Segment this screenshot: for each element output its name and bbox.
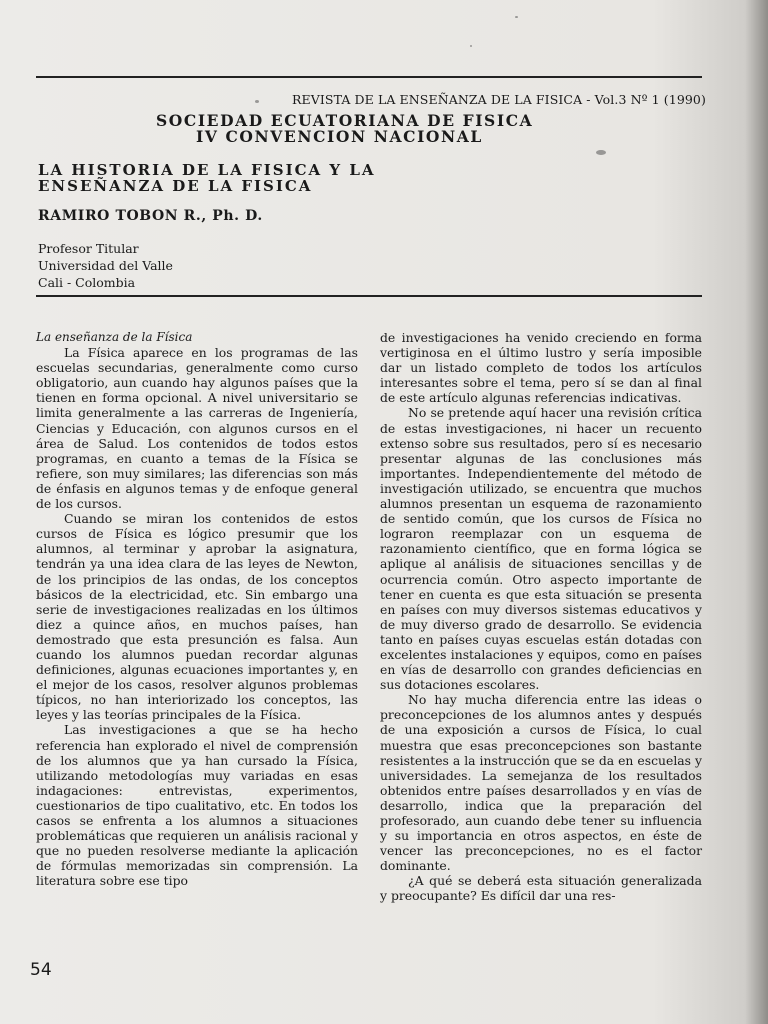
convention-name: IV CONVENCION NACIONAL: [196, 127, 483, 146]
article-title-line-2: ENSEÑANZA DE LA FISICA: [38, 177, 313, 195]
header-rule: [36, 76, 702, 78]
body-paragraph: ¿A qué se deberá esta situación generalizada y preocupante? Es difícil dar una res-: [380, 873, 702, 904]
body-paragraph: Las investigaciones a que se ha hecho referencia han explorado el nivel de comprensión de los alumnos que ya han cursado la Física, utilizando metodologías muy variadas en esas indagaciones: entrevistas, experimentos, cuestionarios de tipo cualitativo, etc. En todos los casos se enfrenta a los alumnos a situaciones problemáticas que requieren un análisis racional y que no pueden resolverse mediante la aplicación de fórmulas memorizadas sin comprensión. La literatura sobre ese tipo: [36, 722, 358, 889]
body-paragraph: No hay mucha diferencia entre las ideas o preconcepciones de los alumnos antes y después de una exposición a cursos de Física, lo cual muestra que esas preconcepciones son bastante resistentes a la instrucción que se da en escuelas y universidades. La semejanza de los resultados obtenidos entre países desarrollados y en vías de desarrollo, indica que la preparación del profesorado, aun cuando debe tener su influencia y su importancia en otros aspectos, en éste de vencer las preconcepciones, no es el factor dominante.: [380, 692, 702, 874]
scan-speck: [470, 45, 472, 47]
scan-speck: [596, 150, 606, 155]
page-number: 54: [30, 960, 52, 980]
body-paragraph: No se pretende aquí hacer una revisión crítica de estas investigaciones, ni hacer un recuento extenso sobre sus resultados, pero sí es necesario presentar algunas de las conclusiones más importantes. Independientemente del método de investigación utilizado, se encuentra que muchos alumnos presentan un esquema de razonamiento de sentido común, que los cursos de Física no lograron reemplazar con un esquema de razonamiento científico, que en forma lógica se aplique al análisis de situaciones sencillas y de ocurrencia común. Otro aspecto importante de tener en cuenta es que esta situación se presenta en países con muy diversos sistemas educativos y de muy diverso grado de desarrollo. Se evidencia tanto en países cuyas escuelas están dotadas con excelentes instalaciones y equipos, como en países en vías de desarrollo con grandes deficiencias en sus dotaciones escolares.: [380, 405, 702, 693]
right-column: [380, 330, 702, 904]
affiliation-line: Cali - Colombia: [38, 275, 136, 290]
article-title-line-1: LA HISTORIA DE LA FISICA Y LA: [38, 161, 376, 179]
scan-speck: [515, 16, 518, 18]
society-name: SOCIEDAD ECUATORIANA DE FISICA: [156, 111, 534, 130]
author-name: RAMIRO TOBON R., Ph. D.: [38, 208, 263, 224]
body-paragraph: Cuando se miran los contenidos de estos cursos de Física es lógico presumir que los alumnos, al terminar y aprobar la asignatura, tendrán ya una idea clara de las leyes de Newton, de los principios de las ondas, de los conceptos básicos de la electricidad, etc. Sin embargo una serie de investigaciones realizadas en los últimos diez a quince años, en muchos países, han demostrado que esta presunción es falsa. Aun cuando los alumnos puedan recordar algunas definiciones, algunas ecuaciones importantes y, en el mejor de los casos, resolver algunos problemas típicos, no han interiorizado los conceptos, las leyes y las teorías principales de la Física.: [36, 511, 358, 723]
scan-speck: [255, 100, 259, 103]
author-affiliation: [38, 240, 173, 291]
left-column: [36, 330, 358, 888]
society-heading: [156, 113, 533, 145]
body-paragraph: de investigaciones ha venido creciendo en forma vertiginosa en el último lustro y sería imposible dar un listado completo de todos los artículos interesantes sobre el tema, pero sí se dan al final de este artículo algunas referencias indicativas.: [380, 330, 702, 406]
affiliation-line: Profesor Titular: [38, 241, 139, 256]
section-heading: La enseñanza de la Física: [36, 330, 193, 344]
journal-citation: REVISTA DE LA ENSEÑANZA DE LA FISICA - Vol.3 Nº 1 (1990): [292, 92, 706, 107]
article-title: [38, 162, 376, 194]
body-paragraph: La Física aparece en los programas de las escuelas secundarias, generalmente como curso obligatorio, aun cuando hay algunos países que la tienen en forma opcional. A nivel universitario se limita generalmente a las carreras de Ingeniería, Ciencias y Educación, con algunos cursos en el área de Salud. Los contenidos de todos estos programas, en cuanto a temas de la Física se refiere, son muy similares; las diferencias son más de énfasis en algunos temas y de enfoque general de los cursos.: [36, 345, 358, 512]
affiliation-line: Universidad del Valle: [38, 258, 173, 273]
section-rule: [36, 295, 702, 297]
